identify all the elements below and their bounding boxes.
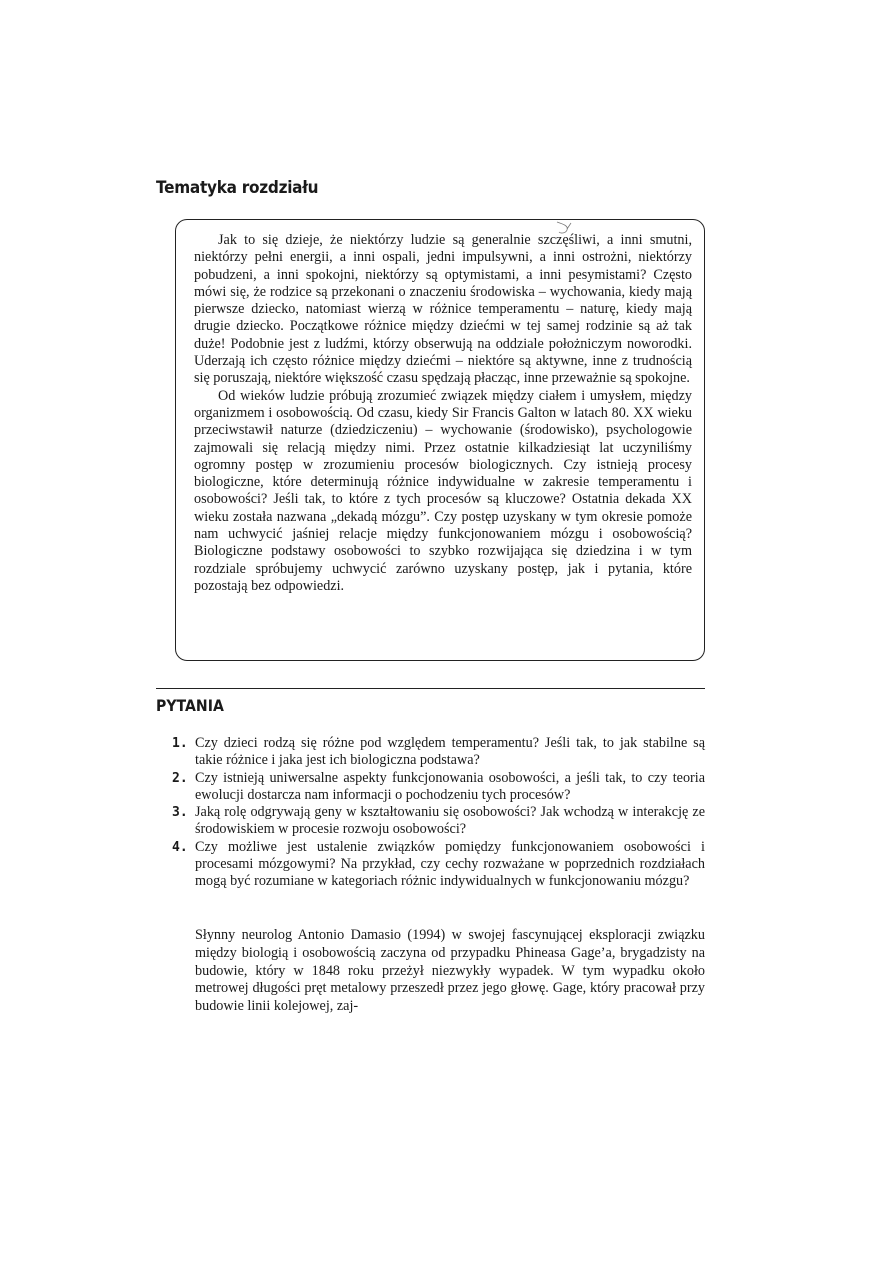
question-number: 2. [172,770,188,786]
questions-list [172,735,705,891]
section-divider [156,688,705,689]
chapter-topics-heading: Tematyka rozdziału [156,178,319,198]
questions-heading: PYTANIA [156,696,224,715]
question-number: 1. [172,736,188,751]
question-text: Czy istnieją uniwersalne aspekty funkcjonowania osobowości, a jeśli tak, to czy teoria ewolucji dostarcza nam informacji o pochodzeniu tych procesów? [195,769,705,803]
question-item-1 [172,735,705,770]
question-text: Czy możliwe jest ustalenie związków pomiędzy funkcjonowaniem osobowości i procesami mózgowymi? Na przykład, czy cechy rozważane w poprzednich rozdziałach mogą być rozumiane w kategoriach różnic indywidualnych w funkcjonowaniu mózgu? [195,838,705,890]
summary-paragraph-1: Jak to się dzieje, że niektórzy ludzie są generalnie szczęśliwi, a inni smutni, niektórzy pełni energii, a inni ospali, jedni impulsywni, a inni ostrożni, niektórzy pobudzeni, a inni spokojni, niektórzy są optymistami, a inni pesymistami? Często mówi się, że rodzice są przekonani o znaczeniu środowiska – wychowania, kiedy mają pierwsze dziecko, natomiast wierzą w różnice temperamentu – naturę, kiedy mają drugie dziecko. Początkowe różnice między dziećmi w tej samej rodzinie są aż tak duże! Podobnie jest z ludźmi, którzy obserwują na oddziale położniczym noworodki. Uderzają ich często różnice między dziećmi – niektóre są aktywne, inne z trudnością się poruszają, niektóre większość czasu spędzają płacząc, inne przeważnie są spokojne. [194,232,692,387]
body-paragraph: Słynny neurolog Antonio Damasio (1994) w swojej fascynującej eksploracji związku między biologią i osobowością zaczyna od przypadku Phineasa Gage’a, brygadzisty na budowie, który w 1848 roku przeżył niezwykły wypadek. W tym wypadku około metrowej długości pręt metalowy przeszedł przez jego głowę. Gage, który pracował przy budowie linii kolejowej, zaj- [195,927,705,1015]
question-item-2 [172,770,705,805]
question-text: Czy dzieci rodzą się różne pod względem temperamentu? Jeśli tak, to jak stabilne są takie różnice i jaka jest ich biologiczna podstawa? [195,735,705,769]
question-number: 3. [172,805,188,821]
summary-paragraph-2: Od wieków ludzie próbują zrozumieć związek między ciałem i umysłem, między organizmem i osobowością. Od czasu, kiedy Sir Francis Galton w latach 80. XX wieku przeciwstawił naturze (dziedziczeniu) – wychowanie (środowisko), psychologowie zajmowali się relacją między nimi. Przez ostatnie kilkadziesiąt lat uczyniliśmy ogromny postęp w zrozumieniu procesów biologicznych. Czy istnieją procesy biologiczne, które determinują różnice indywidualne w zakresie temperamentu i osobowości? Jeśli tak, to które z tych procesów są kluczowe? Ostatnia dekada XX wieku została nazwana „dekadą mózgu”. Czy postęp uzyskany w tym okresie pomoże nam uchwycić jaśniej relacje między funkcjonowaniem mózgu i osobowością? Biologiczne podstawy osobowości to szybko rozwijająca się dziedzina i w tym rozdziale spróbujemy uchwycić zarówno uzyskany postęp, jak i pytania, które pozostają bez odpowiedzi. [194,387,692,594]
question-text: Jaką rolę odgrywają geny w kształtowaniu się osobowości? Jak wchodzą w interakcję ze środowiskiem w procesie rozwoju osobowości? [195,804,705,838]
chapter-summary-box [175,219,705,661]
question-item-4 [172,839,705,891]
question-item-3 [172,804,705,839]
pen-mark-icon [555,220,577,236]
question-number: 4. [172,839,188,855]
